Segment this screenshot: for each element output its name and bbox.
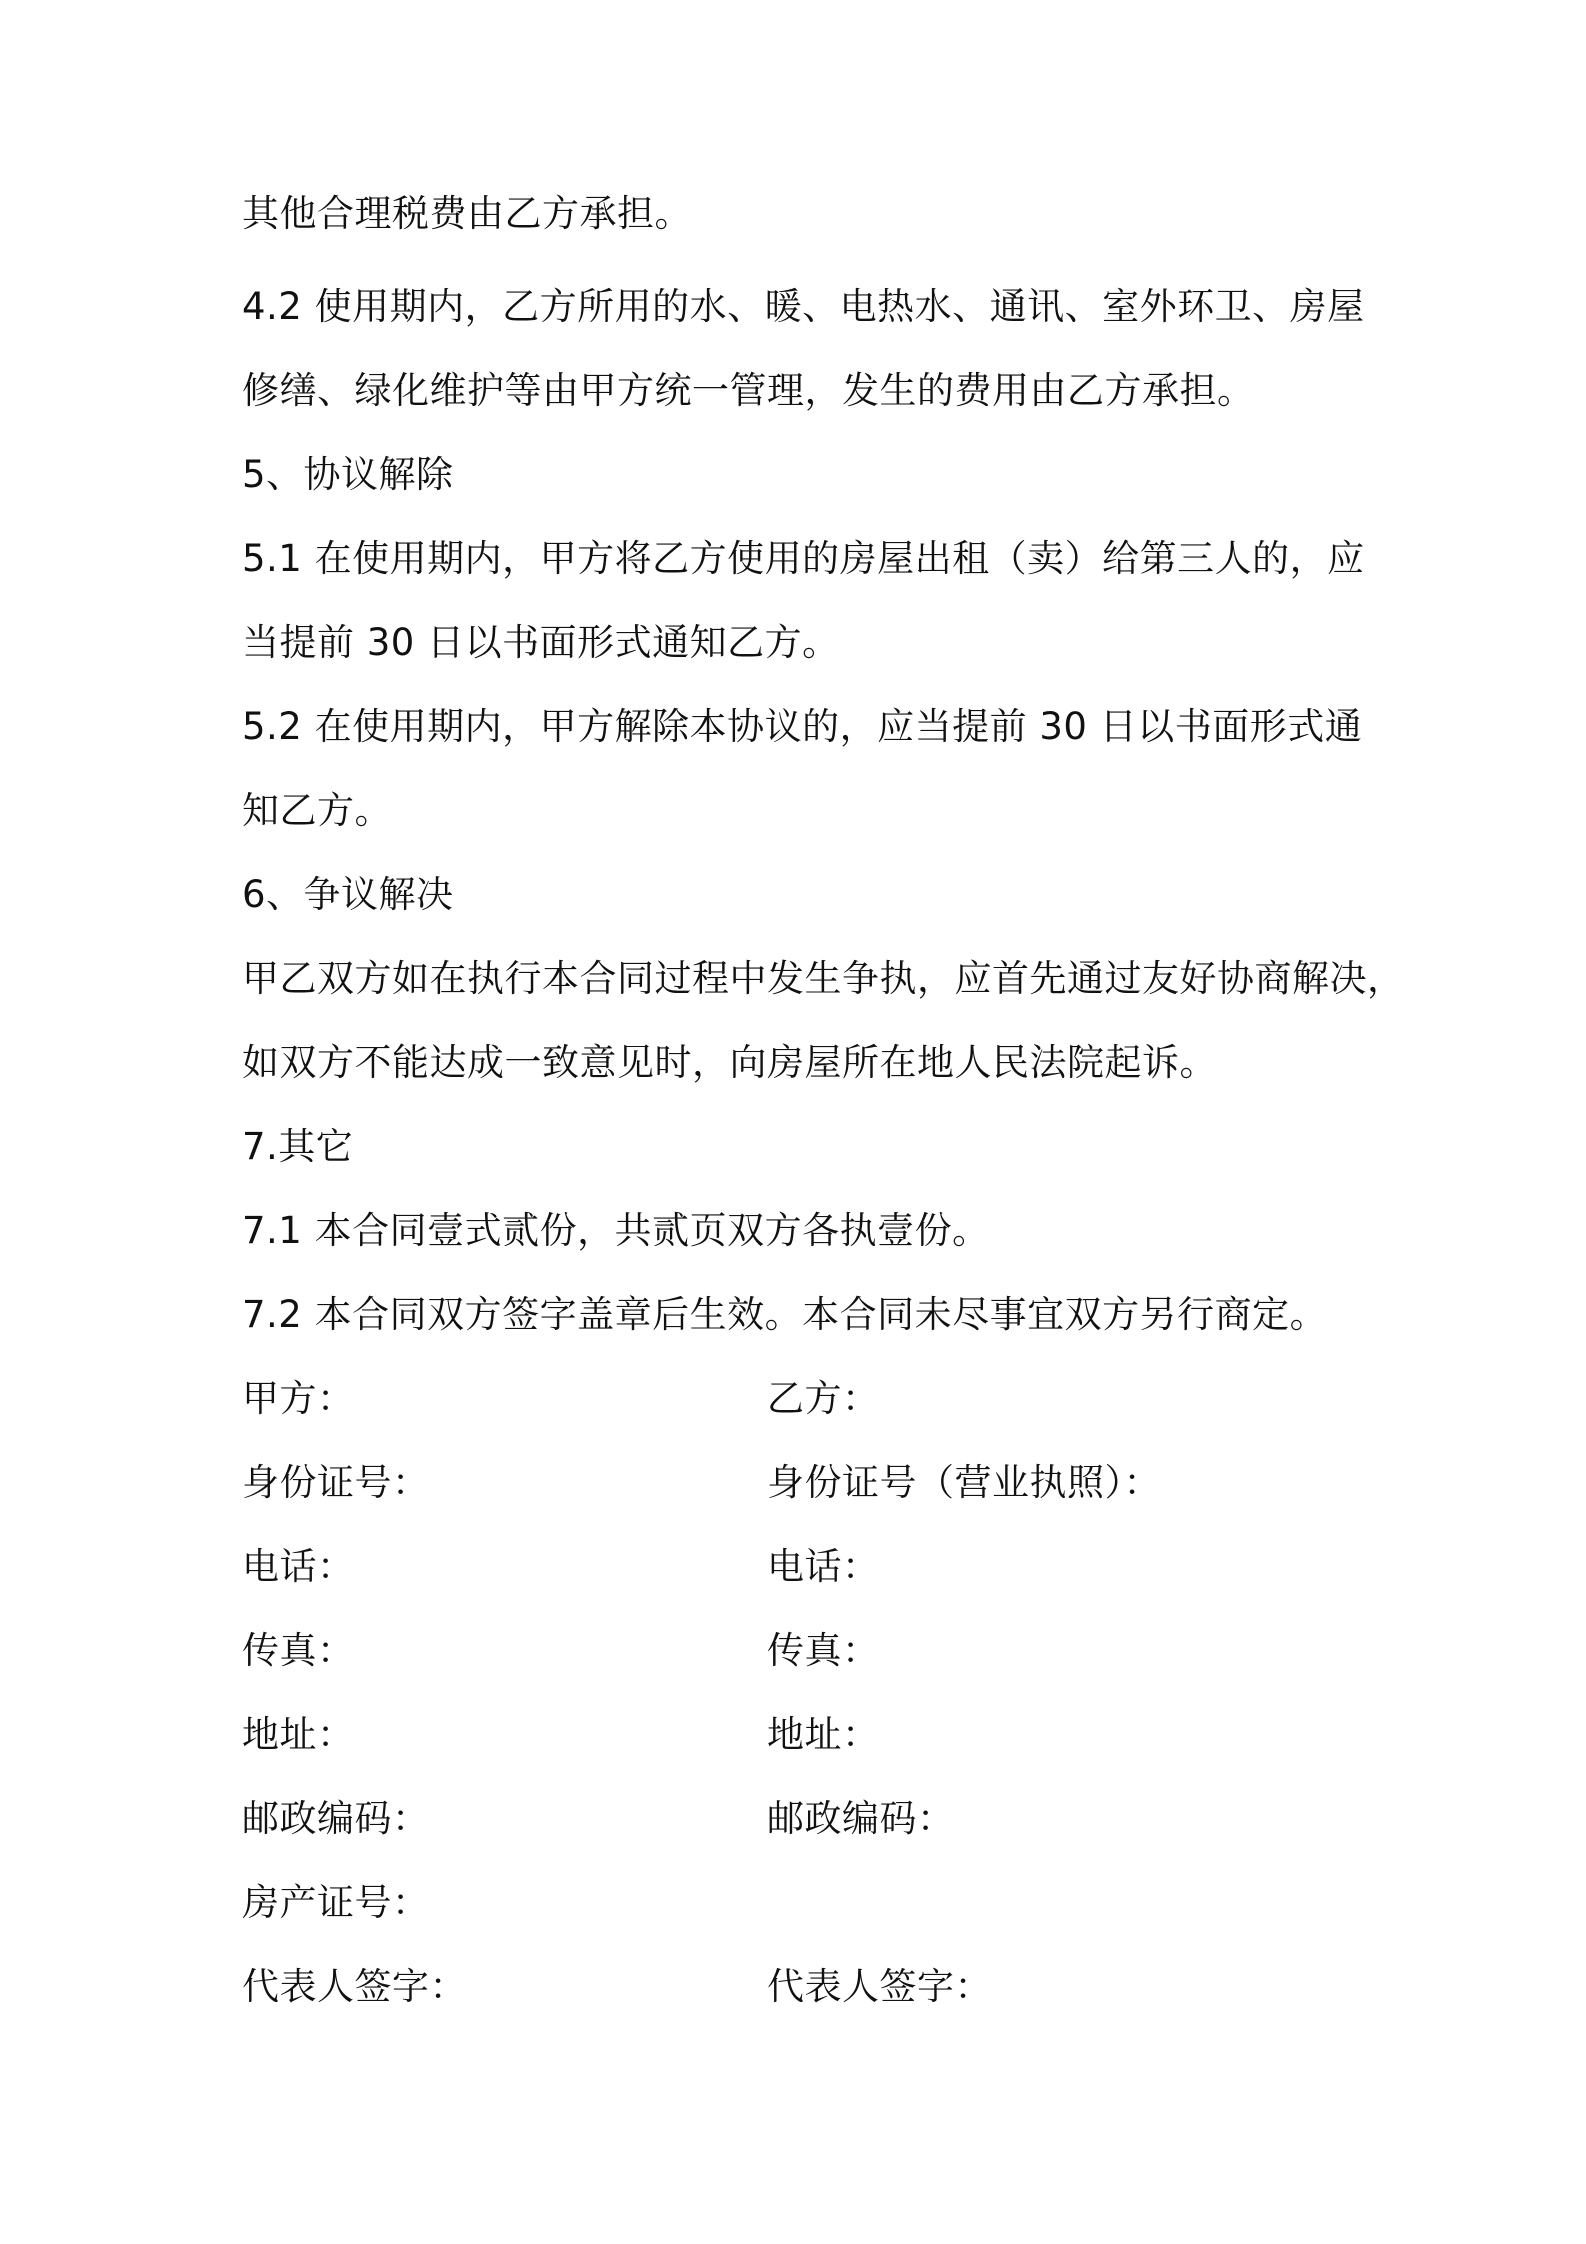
- party-b-postcode-label: 邮政编码：: [767, 1797, 955, 1840]
- clause-5-2-line-1: 5.2 在使用期内，甲方解除本协议的，应当提前 30 日以书面形式通: [242, 705, 1363, 748]
- party-b-label: 乙方：: [767, 1377, 880, 1420]
- clause-7-1: 7.1 本合同壹式贰份，共贰页双方各执壹份。: [242, 1209, 990, 1252]
- party-a-label: 甲方：: [242, 1377, 355, 1420]
- clause-5-2-line-2: 知乙方。: [242, 789, 392, 832]
- clause-6-line-2: 如双方不能达成一致意见时，向房屋所在地人民法院起诉。: [242, 1041, 1217, 1084]
- section-heading-other: 7.其它: [242, 1125, 354, 1168]
- clause-5-1-line-1: 5.1 在使用期内，甲方将乙方使用的房屋出租（卖）给第三人的，应: [242, 537, 1365, 580]
- party-b-address-label: 地址：: [767, 1713, 880, 1756]
- party-b-phone-label: 电话：: [767, 1545, 880, 1588]
- section-heading-termination: 5、协议解除: [242, 453, 454, 496]
- party-a-fax-label: 传真：: [242, 1629, 355, 1672]
- party-b-signature-label: 代表人签字：: [767, 1965, 992, 2008]
- party-a-property-cert-label: 房产证号：: [242, 1881, 430, 1924]
- clause-6-line-1: 甲乙双方如在执行本合同过程中发生争执，应首先通过友好协商解决，: [242, 957, 1405, 1000]
- party-a-address-label: 地址：: [242, 1713, 355, 1756]
- clause-line: 其他合理税费由乙方承担。: [242, 192, 692, 235]
- party-a-postcode-label: 邮政编码：: [242, 1797, 430, 1840]
- clause-4-2-line-2: 修缮、绿化维护等由甲方统一管理，发生的费用由乙方承担。: [242, 369, 1255, 412]
- section-heading-dispute: 6、争议解决: [242, 873, 454, 916]
- party-a-signature-label: 代表人签字：: [242, 1965, 467, 2008]
- party-a-id-label: 身份证号：: [242, 1461, 430, 1504]
- party-b-id-label: 身份证号（营业执照）：: [767, 1461, 1161, 1504]
- clause-4-2-line-1: 4.2 使用期内，乙方所用的水、暖、电热水、通讯、室外环卫、房屋: [242, 285, 1365, 328]
- clause-5-1-line-2: 当提前 30 日以书面形式通知乙方。: [242, 621, 840, 664]
- party-a-phone-label: 电话：: [242, 1545, 355, 1588]
- clause-7-2: 7.2 本合同双方签字盖章后生效。本合同未尽事宜双方另行商定。: [242, 1293, 1328, 1336]
- party-b-fax-label: 传真：: [767, 1629, 880, 1672]
